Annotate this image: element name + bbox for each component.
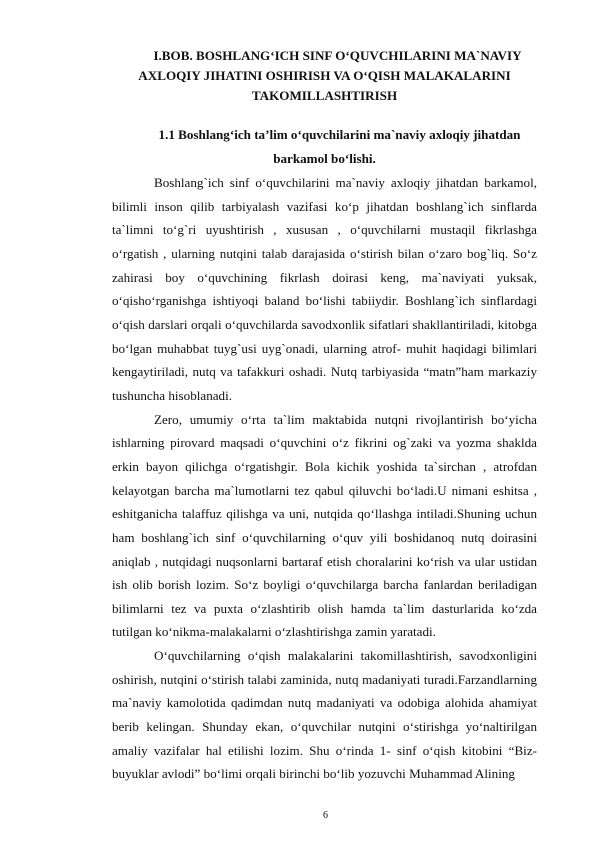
chapter-heading — [112, 46, 537, 107]
paragraph-3: O‘quvchilarning o‘qish malakalarini takomillashtirish, savodxonligini oshirish, nutqini o‘stirish talabi zaminida, nutq madaniyati turadi.Farzandlarning ma`naviy kamolotida qadimdan nutq madaniyati va odobiga alohida ahamiyat berib kelingan. Shunday ekan, o‘quvchilar nutqini o‘stirishga yo‘naltirilgan amaliy vazifalar hal etilishi lozim. Shu o‘rinda 1- sinf o‘qish kitobini “Biz-buyuklar avlodi” bo‘limi orqali birinchi bo‘lib yozuvchi Muhammad Alining — [112, 648, 537, 782]
paragraph-2: Zero, umumiy o‘rta ta`lim maktabida nutqni rivojlantirish bo‘yicha ishlarning pirovard maqsadi o‘quvchini o‘z fikrini og`zaki va yozma shaklda erkin bayon qilichga o‘rgatishgir. Bola kichik yoshida ta`sirchan , atrofdan kelayotgan barcha ma`lumotlarni tez qabul qiluvchi bo‘ladi.U nimani eshitsa , eshitganicha talaffuz qilishga va uni, nutqida qo‘llashga intiladi.Shuning uchun ham boshlang`ich sinf o‘quvchilarning o‘quv yili boshidanoq nutq doirasini aniqlab , nutqidagi nuqsonlarni bartaraf etish choralarini ko‘rish va ular ustidan ish olib borish lozim. So‘z boyligi o‘quvchilarga barcha fanlardan beriladigan bilimlarni tez va puxta o‘zlashtirib olish hamda ta`lim dasturlarida ko‘zda tutilgan ko‘nikma-malakalarni o‘zlashtirishga zamin yaratadi. — [112, 411, 537, 640]
chapter-heading-line-1: I.BOB. BOSHLANG‘ICH SINF O‘QUVCHILARINI MA`NAVIY — [153, 48, 522, 63]
paragraph-1: Boshlang`ich sinf o‘quvchilarini ma`naviy axloqiy jihatdan barkamol, bilimli inson qilib tarbiyalash vazifasi ko‘p jihatdan boshlang`ich sinflarda ta`limni to‘g`ri uyushtirish , xususan , o‘quvchilarni mustaqil fikrlashga o‘rgatish , ularning nutqini talab darajasida o‘stirish bilan o‘zaro bog`liq. So‘z zahirasi boy o‘quvchining fikrlash doirasi keng, ma`naviyati yuksak, o‘qisho‘rganishga ishtiyoqi baland bo‘lishi tabiiydir. Boshlang`ich sinflardagi o‘qish darslari orqali o‘quvchilarda savodxonlik sifatlari shakllantiriladi, kitobga bo‘lgan muhabbat tuyg`usi uyg`onadi, ularning atrof- muhit haqidagi bilimlari kengaytiriladi, nutq va tafakkuri oshadi. Nutq tarbiyasida “matn”ham markaziy tushuncha hisoblanadi. — [112, 175, 537, 403]
section-heading-line-2: barkamol bo‘lishi. — [273, 150, 376, 166]
section-heading-line-1: 1.1 Boshlang‘ich ta’lim o‘quvchilarini ma`naviy axloqiy jihatdan — [158, 127, 521, 142]
chapter-heading-line-3: TAKOMILLASHTIRISH — [251, 88, 398, 104]
page-number: 6 — [323, 810, 328, 821]
chapter-heading-line-2: AXLOQIY JIHATINI OSHIRISH VA O‘QISH MALAKALARINI — [138, 68, 511, 84]
section-heading — [112, 123, 537, 170]
body-text — [112, 171, 537, 786]
